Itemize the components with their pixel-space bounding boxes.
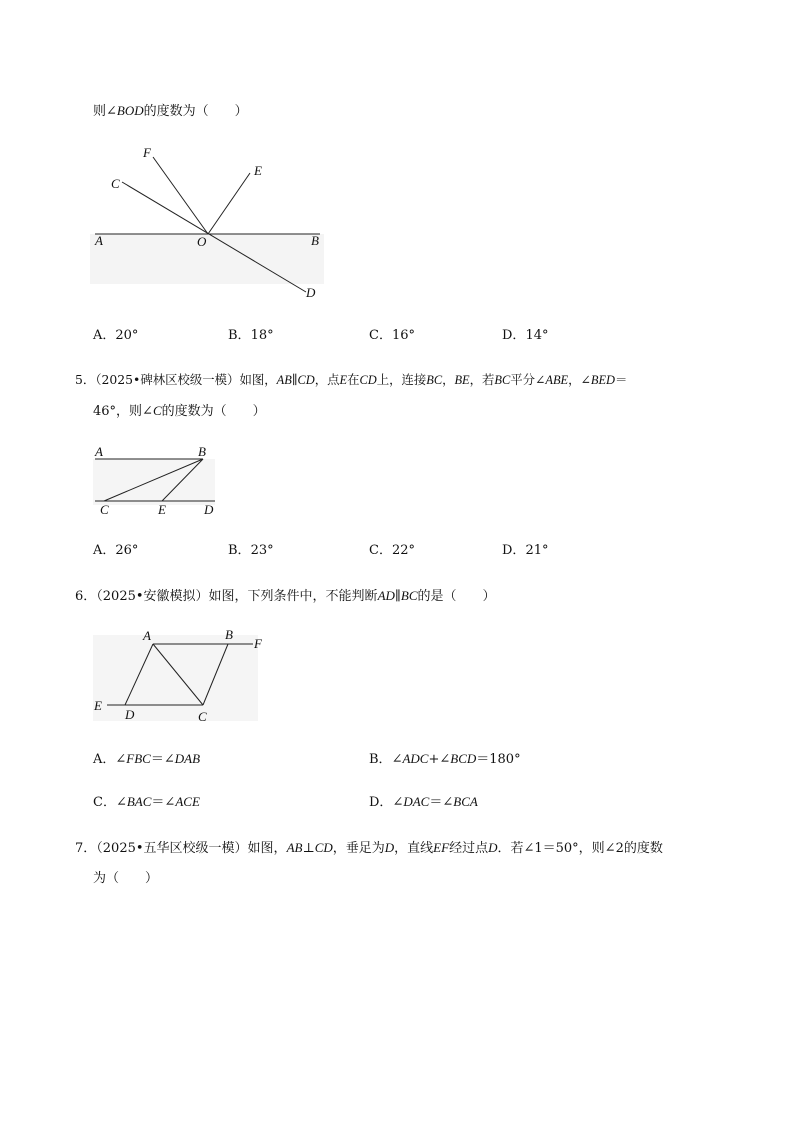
q5-option-b [228,543,274,559]
q7-number: 7． [75,841,97,856]
q6-figure [90,625,270,725]
q5-text: ＝ [615,372,628,387]
label-e: E [158,502,166,517]
q6-option-letter: A． [93,752,116,767]
q6-option-var: DAC [403,794,430,809]
q5-text: 在 [347,372,360,387]
q4-option-a-text: 20° [115,328,139,343]
q4-stem-pre: 则∠ [93,104,117,119]
q7-var: D [488,840,498,855]
ray-of [153,157,208,234]
q4-option-b [228,328,274,344]
q5-var: CD [297,373,315,387]
q6-var: BC [400,588,418,603]
q5-option-a [93,543,138,559]
label-e: E [94,698,102,713]
q7-line2: 为（ ） [93,871,159,886]
q6-option-c [93,794,200,811]
q5-option-a-text: 26° [115,543,139,558]
q6-option-a [93,751,200,768]
q6-option-var: ACE [175,794,200,809]
q5-var: BC [494,373,511,387]
q6-option-var: ADC [402,751,429,766]
q4-stem-post: 的度数为（ ） [143,104,248,119]
q6-figure-shading [93,635,258,721]
q7-var: EF [433,840,450,855]
q5-option-c-letter: C． [369,543,392,558]
q4-option-b-text: 18° [250,328,274,343]
q5-var: AB [276,373,292,387]
q6-option-letter: C． [93,795,116,810]
q5-text: 平分∠ [510,372,546,387]
q6-number: 6． [75,589,97,604]
q7-text: ，直线 [394,841,434,856]
q6-option-text: ＝180° [476,752,521,767]
q5-number: 5． [75,372,96,387]
label-d: D [204,502,214,517]
label-b: B [225,627,233,642]
label-b: B [198,444,206,459]
q5-option-d-text: 21° [525,543,549,558]
q4-stem [93,103,248,120]
q5-option-c [369,543,415,559]
q7-text: 如图， [247,841,287,856]
q5-var: BE [454,373,470,387]
label-c: C [198,709,207,724]
q4-option-d-text: 14° [525,328,549,343]
q6-option-b [369,751,521,768]
q5-option-c-text: 22° [391,543,415,558]
q5-var: BC [426,373,443,387]
q7-var: CD [314,840,333,855]
q6-option-text: ∠ [392,795,404,810]
q7-var: D [384,840,395,855]
q7-stem-line2 [93,871,158,887]
q6-option-text: ∠ [391,752,403,767]
label-d: D [125,707,135,722]
q4-option-d-letter: D． [502,328,526,343]
q6-option-var: DAB [174,751,201,766]
q4-option-b-letter: B． [228,328,251,343]
label-e: E [254,163,262,178]
q7-source: （2025•五华区校级一模） [96,841,248,856]
q6-option-var: BCD [450,751,477,766]
q5-line2-post: 的度数为（ ） [161,404,266,419]
q4-option-c [369,328,415,344]
q5-stem-line2 [93,403,266,420]
q6-option-text: ＝∠ [150,752,175,767]
q5-option-d-letter: D． [502,543,526,558]
q7-stem-line1 [75,840,663,857]
label-f: F [143,145,151,160]
label-d: D [306,285,316,300]
q5-text: 上，连接 [376,372,427,387]
q5-option-b-letter: B． [228,543,251,558]
label-f: F [254,636,262,651]
q5-option-d [502,543,548,559]
q7-text: ⊥ [302,841,315,856]
q5-text: ，∠ [568,372,591,387]
q6-option-d [369,794,478,811]
q4-option-c-text: 16° [391,328,415,343]
q4-figure-shading [90,234,324,284]
q6-option-text: ∠ [115,795,127,810]
q5-stem-line1 [75,372,627,388]
label-o: O [197,234,207,249]
q5-text: 如图， [239,372,277,387]
q4-stem-var: BOD [116,103,144,118]
q4-option-a [93,328,138,344]
q4-option-a-letter: A． [93,328,116,343]
q4-option-c-letter: C． [369,328,392,343]
q6-text: 如图，下列条件中，不能判断 [208,589,378,604]
q6-option-var: FBC [126,751,151,766]
q5-text: ∥ [291,372,298,387]
q6-option-var: BCA [453,794,478,809]
q5-text: ，若 [469,372,495,387]
q6-option-text: ＝∠ [151,795,176,810]
q5-source: （2025•碑林区校级一模） [95,372,240,387]
q5-text: ， [442,372,455,387]
q6-stem [75,588,496,605]
q6-option-letter: B． [369,752,392,767]
q5-var: ABE [545,373,569,387]
q6-option-text: +∠ [428,752,451,767]
q6-option-text: ∠ [115,752,127,767]
q7-text: ，垂足为 [332,841,385,856]
label-a: A [143,628,151,643]
q5-text: ，点 [314,372,340,387]
label-c: C [100,502,109,517]
q5-var: E [339,373,348,387]
q5-line2-var: C [152,403,162,418]
q6-text: 的是（ ） [417,589,496,604]
label-c: C [111,176,120,191]
q5-var: CD [359,373,377,387]
q5-var: BED [590,373,616,387]
q5-option-b-text: 23° [250,543,274,558]
q7-var: AB [286,840,303,855]
q6-text: ∥ [394,589,401,604]
label-b: B [311,233,319,248]
q5-line2-pre: 46°，则∠ [93,404,153,419]
label-a: A [95,233,103,248]
q6-option-text: ＝∠ [429,795,454,810]
q4-figure [90,140,330,305]
q7-text: ．若∠1＝50°，则∠2的度数 [497,841,663,856]
q7-text: 经过点 [449,841,489,856]
q6-source: （2025•安徽模拟） [96,589,209,604]
ray-oe [208,173,250,234]
q4-option-d [502,328,548,344]
q6-option-letter: D． [369,795,393,810]
q5-option-a-letter: A． [93,543,116,558]
q6-option-var: BAC [126,794,152,809]
q6-var: AD [377,588,395,603]
label-a: A [95,444,103,459]
q5-figure [90,440,225,522]
